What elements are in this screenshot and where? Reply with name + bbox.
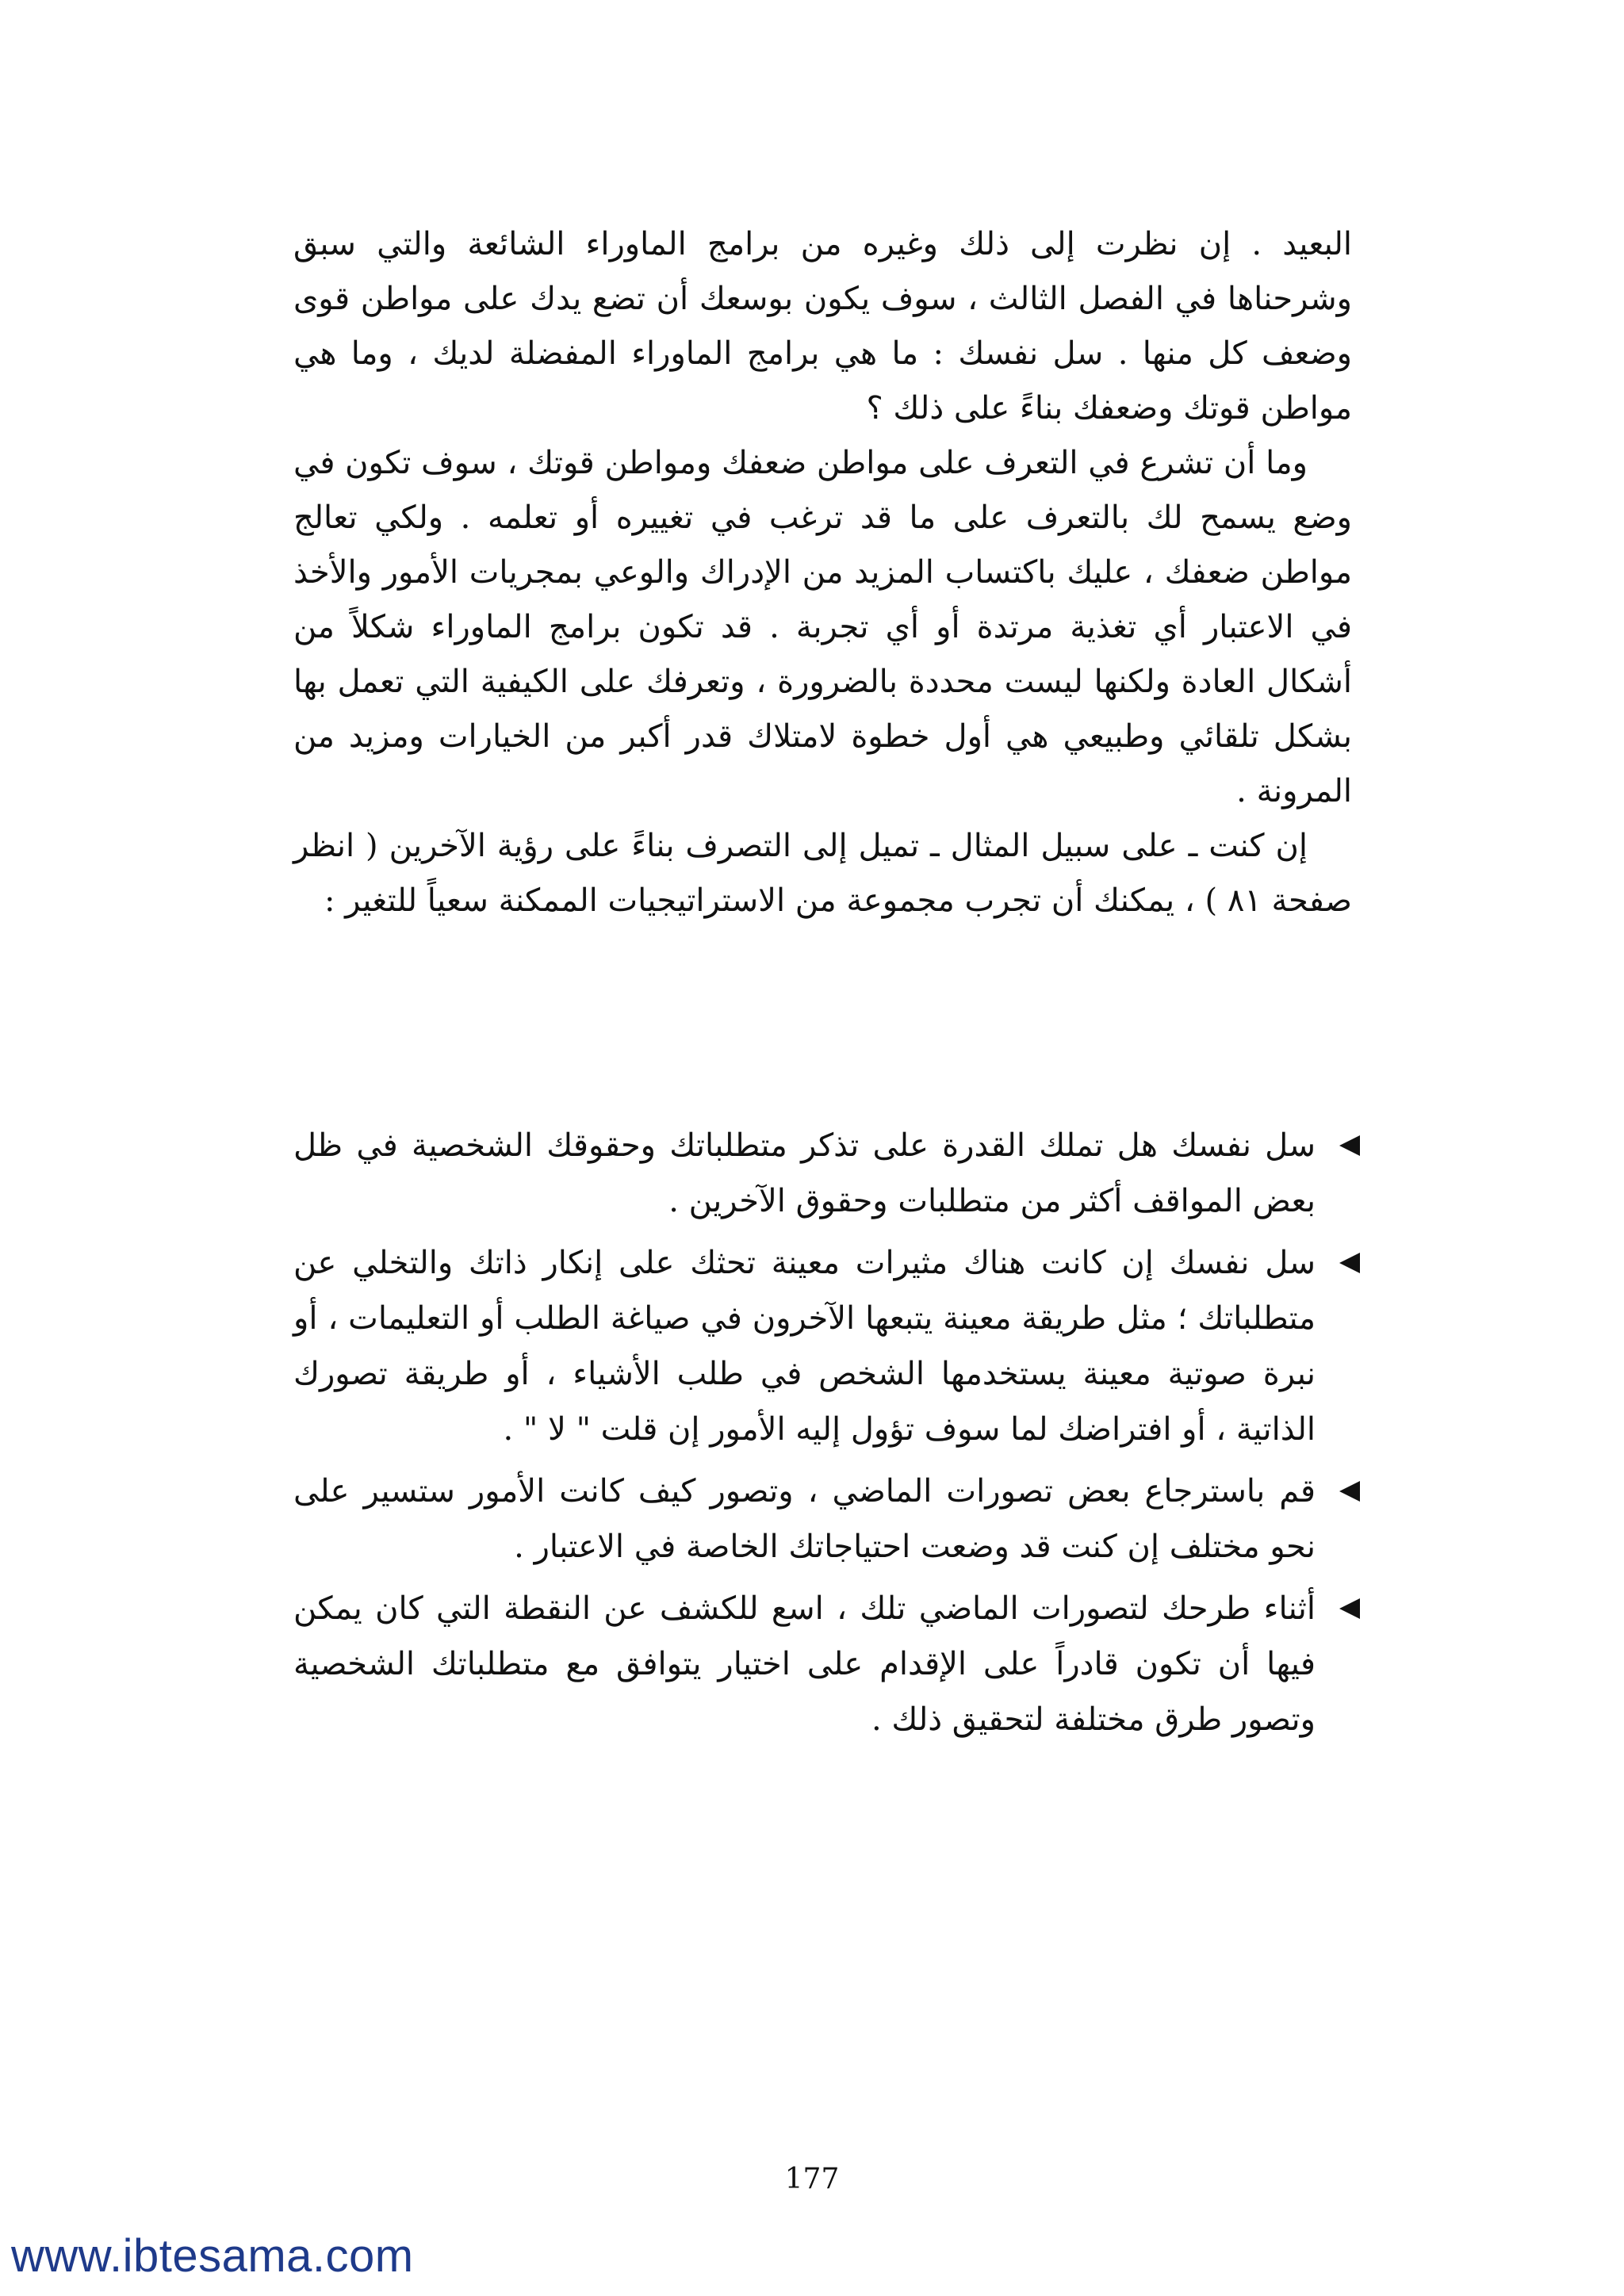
list-item-text: قم باسترجاع بعض تصورات الماضي ، وتصور كيف كانت الأمور ستسير على نحو مختلف إن كنت قد وضعت احتياجاتك الخاصة في الاعتبار .: [293, 1473, 1316, 1565]
list-item-text: سل نفسك هل تملك القدرة على تذكر متطلباتك وحقوقك الشخصية في ظل بعض المواقف أكثر من متطلبات وحقوق الآخرين .: [293, 1127, 1316, 1219]
list-item: [293, 1118, 1360, 1229]
triangle-bullet-icon: [1339, 1598, 1360, 1619]
watermark-url: www.ibtesama.com: [11, 2230, 414, 2282]
paragraph-3: إن كنت ـ على سبيل المثال ـ تميل إلى التصرف بناءً على رؤية الآخرين ( انظر صفحة ٨١ ) ، يمكنك أن تجرب مجموعة من الاستراتيجيات الممكنة سعياً للتغير :: [293, 828, 1352, 919]
page-number: 177: [784, 2163, 840, 2195]
triangle-bullet-icon: [1339, 1253, 1360, 1273]
list-item-text: أثناء طرحك لتصورات الماضي تلك ، اسع للكشف عن النقطة التي كان يمكن فيها أن تكون قادراً على الإقدام على اختيار يتوافق مع متطلباتك الشخصية وتصور طرق مختلفة لتحقيق ذلك .: [293, 1590, 1316, 1738]
list-item-text: سل نفسك إن كانت هناك مثيرات معينة تحثك على إنكار ذاتك والتخلي عن متطلباتك ؛ مثل طريقة معينة يتبعها الآخرون في صياغة الطلب أو التعليمات ، أو نبرة صوتية معينة يستخدمها الشخص في طلب الأشياء ، أو طريقة تصورك الذاتية ، أو افتراضك لما سوف تؤول إليه الأمور إن قلت " لا " .: [293, 1245, 1316, 1448]
triangle-bullet-icon: [1339, 1135, 1360, 1156]
paragraph-2: وما أن تشرع في التعرف على مواطن ضعفك ومواطن قوتك ، سوف تكون في وضع يسمح لك بالتعرف على ما قد ترغب في تغييره أو تعلمه . ولكي تعالج مواطن ضعفك ، عليك باكتساب المزيد من الإدراك والوعي بمجريات الأمور والأخذ في الاعتبار أي تغذية مرتدة أو أي تجربة . قد تكون برامج الماوراء شكلاً من أشكال العادة ولكنها ليست محددة بالضرورة ، وتعرفك على الكيفية التي تعمل بها بشكل تلقائي وطبيعي هي أول خطوة لامتلاك قدر أكبر من الخيارات ومزيد من المرونة .: [293, 445, 1352, 809]
paragraph-1: البعيد . إن نظرت إلى ذلك وغيره من برامج الماوراء الشائعة والتي سبق وشرحناها في الفصل الثالث ، سوف يكون بوسعك أن تضع يدك على مواطن قوى وضعف كل منها . سل نفسك : ما هي برامج الماوراء المفضلة لديك ، وما هي مواطن قوتك وضعفك بناءً على ذلك ؟: [293, 226, 1352, 427]
triangle-bullet-icon: [1339, 1481, 1360, 1502]
list-item: [293, 1464, 1360, 1575]
list-item: [293, 1581, 1360, 1747]
list-item: [293, 1235, 1360, 1457]
body-text: [293, 217, 1352, 928]
strategy-list: [293, 1118, 1360, 1754]
